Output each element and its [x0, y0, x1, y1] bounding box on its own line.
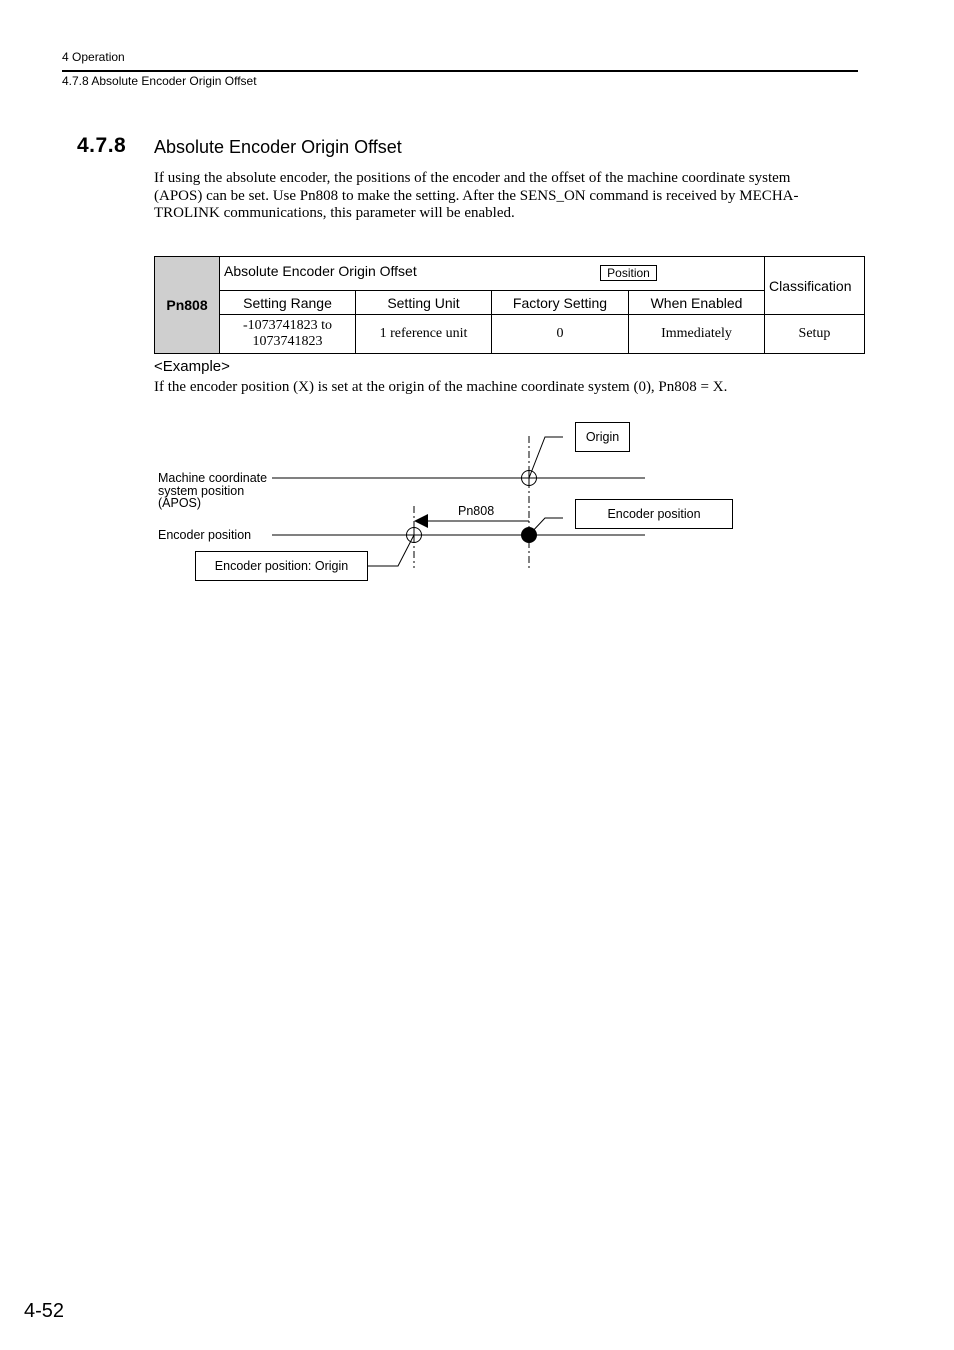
encoder-position-label: Encoder position [158, 528, 252, 542]
pn808-arrowhead [414, 514, 428, 528]
machine-label-line: Machine coordinate [158, 471, 268, 485]
paragraph-line: (APOS) can be set. Use Pn808 to make the setting. After the SENS_ON command is received by MECHA- [154, 187, 799, 204]
machine-coordinate-label [158, 472, 267, 510]
range-line: 1073741823 [252, 334, 323, 349]
value-classification: Setup [765, 315, 865, 354]
col-header-when-enabled: When Enabled [629, 291, 765, 315]
encoder-origin-leader [368, 535, 414, 566]
value-when-enabled: Immediately [629, 315, 765, 354]
col-header-setting-unit: Setting Unit [356, 291, 492, 315]
origin-offset-diagram [0, 0, 954, 620]
example-heading: <Example> [154, 358, 230, 375]
section-title: Absolute Encoder Origin Offset [154, 137, 402, 157]
value-factory-setting: 0 [492, 315, 629, 354]
encoder-position-box: Encoder position [575, 499, 733, 529]
encoder-position-origin-box: Encoder position: Origin [195, 551, 368, 581]
page-number: 4-52 [24, 1300, 65, 1322]
running-header-chapter: 4 Operation [62, 50, 125, 64]
position-tag: Position [600, 265, 657, 281]
col-header-setting-range: Setting Range [220, 291, 356, 315]
running-header-subsection: 4.7.8 Absolute Encoder Origin Offset [62, 74, 257, 88]
classification-header: Classification [765, 257, 865, 315]
example-text: If the encoder position (X) is set at the origin of the machine coordinate system (0), Pn808 = X. [154, 379, 728, 395]
machine-label-line: system position [158, 483, 245, 498]
value-setting-unit: 1 reference unit [356, 315, 492, 354]
section-number: 4.7.8 [77, 134, 127, 157]
machine-label-line: (APOS) [158, 496, 202, 510]
range-line: -1073741823 to [242, 318, 333, 333]
pn808-label: Pn808 [458, 504, 495, 518]
col-header-factory-setting: Factory Setting [492, 291, 629, 315]
paragraph-line: If using the absolute encoder, the positions of the encoder and the offset of the machine coordinate system [154, 170, 791, 186]
origin-box: Origin [575, 422, 630, 452]
paragraph-line: TROLINK communications, this parameter will be enabled. [154, 205, 515, 221]
parameter-name: Absolute Encoder Origin Offset [224, 263, 417, 279]
parameter-code: Pn808 [155, 257, 220, 354]
